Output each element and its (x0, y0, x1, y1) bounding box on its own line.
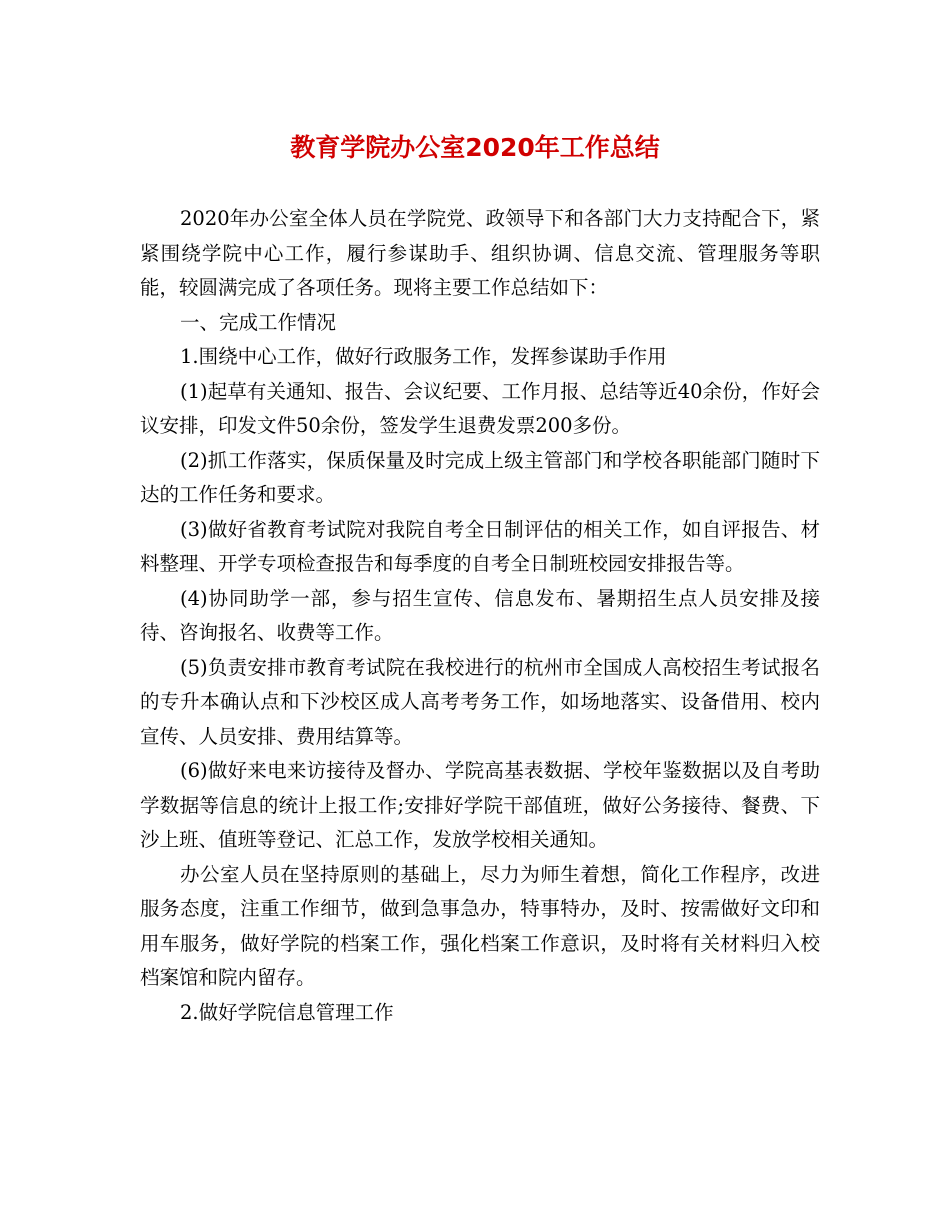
list-item-4: (4)协同助学一部，参与招生宣传、信息发布、暑期招生点人员安排及接待、咨询报名、收费等工作。 (140, 586, 820, 644)
list-item-5: (5)负责安排市教育考试院在我校进行的杭州市全国成人高校招生考试报名的专升本确认点和下沙校区成人高考考务工作，如场地落实、设备借用、校内宣传、人员安排、费用结算等。 (140, 655, 820, 748)
document-body (140, 202, 820, 1030)
subsection-heading-2: 2.做好学院信息管理工作 (180, 1000, 394, 1024)
list-item-1: (1)起草有关通知、报告、会议纪要、工作月报、总结等近40余份，作好会议安排，印发文件50余份，签发学生退费发票200多份。 (140, 379, 820, 437)
section-heading-1: 一、完成工作情况 (180, 310, 337, 334)
intro-paragraph: 2020年办公室全体人员在学院党、政领导下和各部门大力支持配合下，紧紧围绕学院中心工作，履行参谋助手、组织协调、信息交流、管理服务等职能，较圆满完成了各项任务。现将主要工作总结如下： (140, 207, 820, 299)
subsection-heading-1: 1.围绕中心工作，做好行政服务工作，发挥参谋助手作用 (180, 345, 667, 368)
list-item-6: (6)做好来电来访接待及督办、学院高基表数据、学校年鉴数据以及自考助学数据等信息的统计上报工作;安排好学院干部值班，做好公务接待、餐费、下沙上班、值班等登记、汇总工作，发放学校相关通知。 (140, 759, 820, 851)
list-item-2: (2)抓工作落实，保质保量及时完成上级主管部门和学校各职能部门随时下达的工作任务和要求。 (140, 448, 820, 506)
document-title: 教育学院办公室2020年工作总结 (290, 133, 660, 162)
closing-paragraph: 办公室人员在坚持原则的基础上，尽力为师生着想，简化工作程序，改进服务态度，注重工作细节，做到急事急办，特事特办，及时、按需做好文印和用车服务，做好学院的档案工作，强化档案工作意识，及时将有关材料归入校档案馆和院内留存。 (140, 862, 820, 989)
list-item-3: (3)做好省教育考试院对我院自考全日制评估的相关工作，如自评报告、材料整理、开学专项检查报告和每季度的自考全日制班校园安排报告等。 (140, 517, 820, 575)
